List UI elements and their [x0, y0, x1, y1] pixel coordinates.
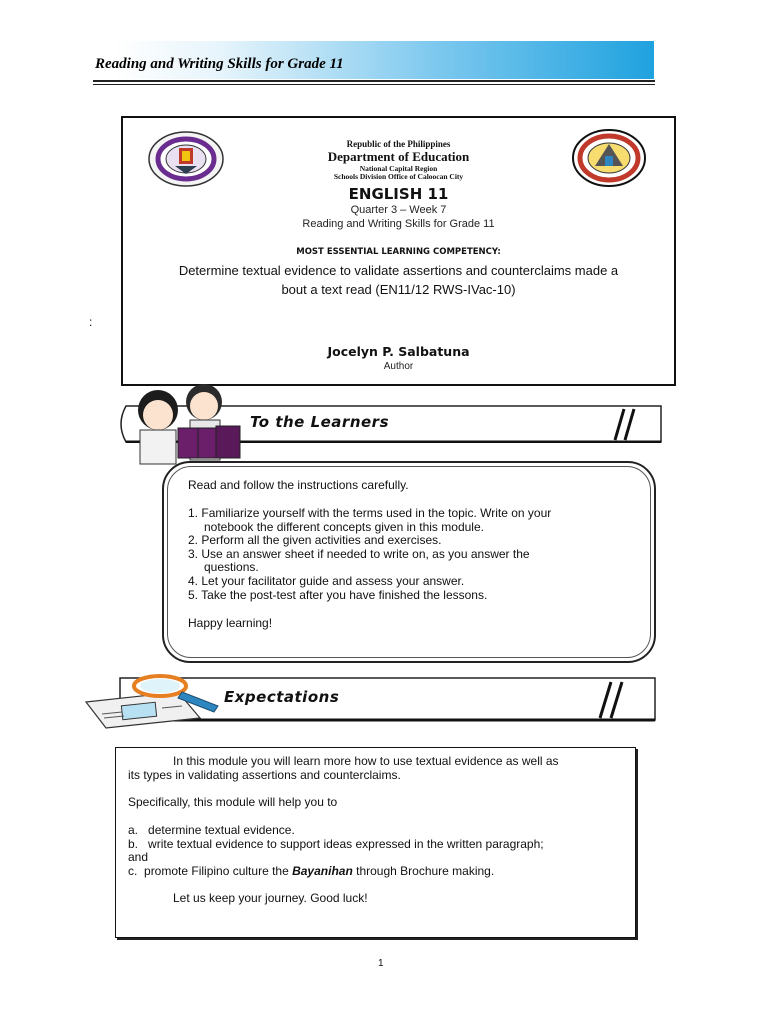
list-text: through Brochure making. — [352, 863, 495, 878]
list-text: Perform all the given activities and exercises. — [201, 533, 442, 548]
instructions-intro: Read and follow the instructions carefully. — [188, 478, 409, 492]
list-text: determine textual evidence. — [148, 823, 295, 837]
quarter-week: Quarter 3 – Week 7 — [350, 204, 447, 216]
list-number: 4. — [188, 574, 199, 588]
list-number: 2. — [188, 533, 199, 548]
list-item — [128, 838, 544, 852]
region-label: National Capital Region — [359, 164, 438, 173]
course-name: Reading and Writing Skills for Grade 11 — [302, 218, 495, 230]
header-title: Reading and Writing Skills for Grade 11 — [95, 56, 344, 72]
header-rule — [93, 80, 655, 82]
division-label: Schools Division Office of Caloocan City — [333, 172, 464, 181]
list-text: Use an answer sheet if needed to write on, as you answer the — [201, 546, 530, 561]
magnifier-document-icon — [82, 672, 222, 730]
list-item — [188, 548, 530, 562]
bayanihan-emphasis: Bayanihan — [292, 863, 353, 878]
students-reading-icon — [120, 380, 246, 466]
expectations-specifically: Specifically, this module will help you to — [128, 795, 338, 809]
list-letter: c. — [128, 863, 138, 878]
expectations-intro-line-1: In this module you will learn more how to use textual evidence as well as — [173, 754, 559, 768]
expectations-box — [115, 747, 636, 938]
list-text: Take the post-test after you have finished the lessons. — [201, 587, 488, 602]
list-number: 1. — [188, 506, 199, 520]
header-rule-thin — [93, 84, 655, 85]
page-number: 1 — [378, 958, 384, 969]
list-item — [128, 824, 295, 838]
list-letter: a. — [128, 823, 139, 837]
stray-colon: : — [89, 315, 93, 329]
author-role: Author — [383, 361, 414, 372]
competency-heading: MOST ESSENTIAL LEARNING COMPETENCY: — [296, 247, 501, 257]
list-text: Familiarize yourself with the terms used in the topic. Write on your — [201, 506, 552, 520]
author-name: Jocelyn P. Salbatuna — [327, 344, 470, 359]
expectations-intro-line-2: its types in validating assertions and counterclaims. — [128, 767, 401, 782]
list-letter: b. — [128, 836, 139, 851]
list-item — [128, 865, 494, 879]
subject-title: ENGLISH 11 — [348, 185, 449, 203]
list-text: Let your facilitator guide and assess your answer. — [201, 574, 465, 588]
expectations-banner-title: Expectations — [224, 688, 340, 706]
list-item-continued: notebook the different concepts given in this module. — [204, 519, 484, 534]
list-item-continued: and — [128, 850, 149, 865]
republic-label: Republic of the Philippines — [346, 139, 451, 149]
closing-text: Let us keep your journey. Good luck! — [173, 891, 368, 905]
list-item — [188, 507, 551, 521]
competency-line-1: Determine textual evidence to validate assertions and counterclaims made a — [178, 263, 619, 278]
cover-box — [121, 116, 676, 386]
list-item — [188, 575, 464, 589]
list-text: write textual evidence to support ideas expressed in the written paragraph; — [148, 836, 544, 851]
instructions-box — [162, 461, 656, 663]
list-number: 5. — [188, 587, 199, 602]
learners-banner-title: To the Learners — [250, 413, 389, 431]
list-item — [188, 534, 441, 548]
closing-text: Happy learning! — [188, 616, 273, 630]
list-text: promote Filipino culture the — [144, 863, 293, 878]
list-item — [188, 589, 487, 603]
list-number: 3. — [188, 546, 199, 561]
list-item-continued: questions. — [204, 560, 259, 575]
department-label: Department of Education — [327, 149, 470, 164]
competency-line-2: bout a text read (EN11/12 RWS-IVac-10) — [281, 282, 516, 297]
